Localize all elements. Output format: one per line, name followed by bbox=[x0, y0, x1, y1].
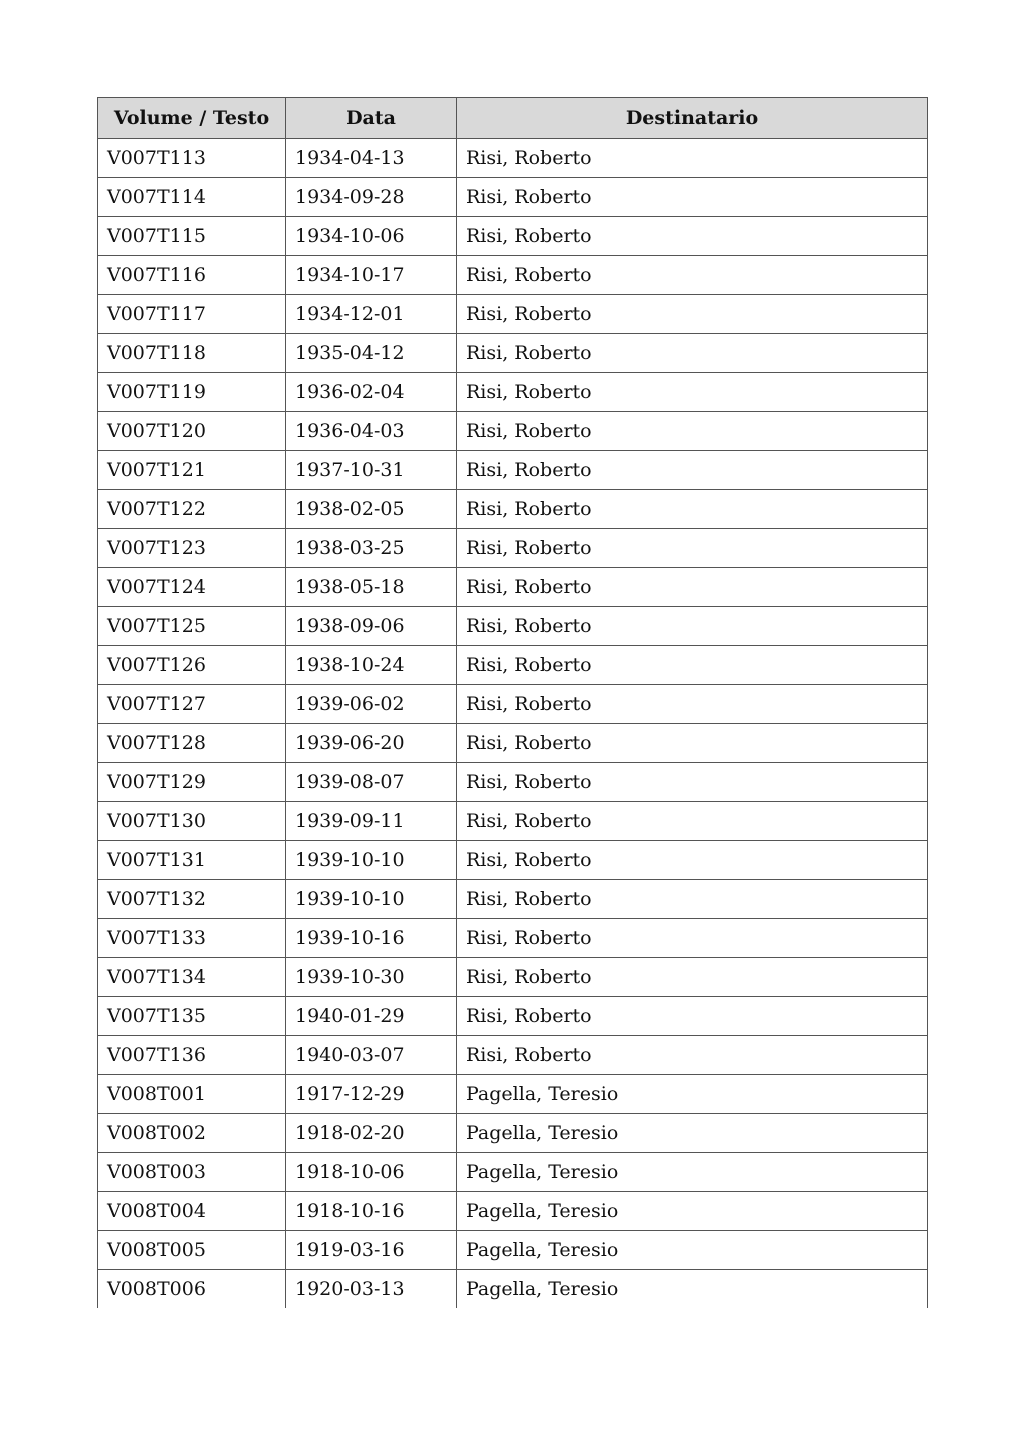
column-header-data: Data bbox=[286, 98, 457, 139]
cell-volume-testo: V007T119 bbox=[98, 373, 286, 412]
cell-volume-testo: V007T125 bbox=[98, 607, 286, 646]
cell-data: 1934-10-17 bbox=[286, 256, 457, 295]
cell-data: 1939-06-20 bbox=[286, 724, 457, 763]
cell-volume-testo: V007T126 bbox=[98, 646, 286, 685]
cell-data: 1939-09-11 bbox=[286, 802, 457, 841]
cell-volume-testo: V007T130 bbox=[98, 802, 286, 841]
cell-destinatario: Pagella, Teresio bbox=[457, 1153, 928, 1192]
cell-data: 1935-04-12 bbox=[286, 334, 457, 373]
table-row bbox=[98, 763, 928, 802]
cell-data: 1939-10-10 bbox=[286, 880, 457, 919]
cell-destinatario: Risi, Roberto bbox=[457, 646, 928, 685]
cell-volume-testo: V007T136 bbox=[98, 1036, 286, 1075]
cell-destinatario: Risi, Roberto bbox=[457, 919, 928, 958]
table-body bbox=[98, 139, 928, 1309]
cell-data: 1938-05-18 bbox=[286, 568, 457, 607]
cell-destinatario: Risi, Roberto bbox=[457, 529, 928, 568]
cell-volume-testo: V007T117 bbox=[98, 295, 286, 334]
table-row bbox=[98, 451, 928, 490]
cell-volume-testo: V007T123 bbox=[98, 529, 286, 568]
cell-destinatario: Risi, Roberto bbox=[457, 802, 928, 841]
cell-data: 1939-10-30 bbox=[286, 958, 457, 997]
cell-data: 1939-06-02 bbox=[286, 685, 457, 724]
table-row bbox=[98, 841, 928, 880]
cell-volume-testo: V008T006 bbox=[98, 1270, 286, 1309]
cell-destinatario: Pagella, Teresio bbox=[457, 1075, 928, 1114]
cell-data: 1938-03-25 bbox=[286, 529, 457, 568]
cell-data: 1934-04-13 bbox=[286, 139, 457, 178]
header-row bbox=[98, 98, 928, 139]
cell-destinatario: Risi, Roberto bbox=[457, 451, 928, 490]
table-row bbox=[98, 1114, 928, 1153]
cell-data: 1920-03-13 bbox=[286, 1270, 457, 1309]
cell-volume-testo: V007T114 bbox=[98, 178, 286, 217]
column-header-volume-testo: Volume / Testo bbox=[98, 98, 286, 139]
cell-data: 1918-10-16 bbox=[286, 1192, 457, 1231]
cell-destinatario: Risi, Roberto bbox=[457, 607, 928, 646]
table-row bbox=[98, 256, 928, 295]
table-row bbox=[98, 1192, 928, 1231]
cell-volume-testo: V008T002 bbox=[98, 1114, 286, 1153]
cell-volume-testo: V008T003 bbox=[98, 1153, 286, 1192]
cell-volume-testo: V007T122 bbox=[98, 490, 286, 529]
cell-data: 1938-09-06 bbox=[286, 607, 457, 646]
cell-volume-testo: V007T121 bbox=[98, 451, 286, 490]
cell-volume-testo: V007T128 bbox=[98, 724, 286, 763]
table-row bbox=[98, 802, 928, 841]
cell-volume-testo: V007T116 bbox=[98, 256, 286, 295]
cell-destinatario: Risi, Roberto bbox=[457, 763, 928, 802]
cell-volume-testo: V007T134 bbox=[98, 958, 286, 997]
cell-volume-testo: V007T135 bbox=[98, 997, 286, 1036]
table-row bbox=[98, 334, 928, 373]
cell-destinatario: Risi, Roberto bbox=[457, 880, 928, 919]
table-row bbox=[98, 1153, 928, 1192]
cell-volume-testo: V007T113 bbox=[98, 139, 286, 178]
cell-data: 1934-10-06 bbox=[286, 217, 457, 256]
table-row bbox=[98, 373, 928, 412]
table-row bbox=[98, 1231, 928, 1270]
cell-data: 1936-02-04 bbox=[286, 373, 457, 412]
cell-volume-testo: V007T133 bbox=[98, 919, 286, 958]
table-row bbox=[98, 568, 928, 607]
cell-destinatario: Risi, Roberto bbox=[457, 256, 928, 295]
cell-volume-testo: V007T120 bbox=[98, 412, 286, 451]
table-row bbox=[98, 178, 928, 217]
cell-volume-testo: V007T124 bbox=[98, 568, 286, 607]
cell-data: 1917-12-29 bbox=[286, 1075, 457, 1114]
cell-destinatario: Risi, Roberto bbox=[457, 490, 928, 529]
cell-destinatario: Risi, Roberto bbox=[457, 958, 928, 997]
cell-volume-testo: V008T001 bbox=[98, 1075, 286, 1114]
cell-destinatario: Pagella, Teresio bbox=[457, 1192, 928, 1231]
table-row bbox=[98, 1270, 928, 1309]
cell-volume-testo: V008T005 bbox=[98, 1231, 286, 1270]
cell-data: 1919-03-16 bbox=[286, 1231, 457, 1270]
cell-destinatario: Risi, Roberto bbox=[457, 724, 928, 763]
table-row bbox=[98, 958, 928, 997]
cell-destinatario: Risi, Roberto bbox=[457, 334, 928, 373]
cell-volume-testo: V007T118 bbox=[98, 334, 286, 373]
table-row bbox=[98, 217, 928, 256]
table-row bbox=[98, 139, 928, 178]
cell-destinatario: Risi, Roberto bbox=[457, 685, 928, 724]
table-row bbox=[98, 997, 928, 1036]
cell-data: 1937-10-31 bbox=[286, 451, 457, 490]
cell-volume-testo: V007T129 bbox=[98, 763, 286, 802]
cell-destinatario: Risi, Roberto bbox=[457, 217, 928, 256]
cell-data: 1939-10-16 bbox=[286, 919, 457, 958]
cell-data: 1938-10-24 bbox=[286, 646, 457, 685]
cell-volume-testo: V007T131 bbox=[98, 841, 286, 880]
cell-destinatario: Risi, Roberto bbox=[457, 178, 928, 217]
table-row bbox=[98, 1075, 928, 1114]
cell-destinatario: Pagella, Teresio bbox=[457, 1270, 928, 1309]
cell-data: 1940-01-29 bbox=[286, 997, 457, 1036]
table-row bbox=[98, 295, 928, 334]
cell-destinatario: Risi, Roberto bbox=[457, 841, 928, 880]
table-row bbox=[98, 880, 928, 919]
letters-table bbox=[97, 97, 928, 1308]
table-row bbox=[98, 1036, 928, 1075]
table-header bbox=[98, 98, 928, 139]
cell-destinatario: Risi, Roberto bbox=[457, 139, 928, 178]
cell-volume-testo: V007T127 bbox=[98, 685, 286, 724]
table-row bbox=[98, 490, 928, 529]
table-row bbox=[98, 919, 928, 958]
cell-volume-testo: V008T004 bbox=[98, 1192, 286, 1231]
document-page bbox=[97, 97, 927, 1308]
table-row bbox=[98, 529, 928, 568]
cell-volume-testo: V007T115 bbox=[98, 217, 286, 256]
cell-destinatario: Risi, Roberto bbox=[457, 412, 928, 451]
cell-destinatario: Risi, Roberto bbox=[457, 1036, 928, 1075]
cell-destinatario: Risi, Roberto bbox=[457, 295, 928, 334]
cell-destinatario: Pagella, Teresio bbox=[457, 1114, 928, 1153]
cell-destinatario: Risi, Roberto bbox=[457, 373, 928, 412]
cell-data: 1939-10-10 bbox=[286, 841, 457, 880]
cell-data: 1936-04-03 bbox=[286, 412, 457, 451]
cell-data: 1918-02-20 bbox=[286, 1114, 457, 1153]
cell-data: 1934-09-28 bbox=[286, 178, 457, 217]
cell-data: 1934-12-01 bbox=[286, 295, 457, 334]
column-header-destinatario: Destinatario bbox=[457, 98, 928, 139]
cell-data: 1938-02-05 bbox=[286, 490, 457, 529]
cell-destinatario: Risi, Roberto bbox=[457, 997, 928, 1036]
cell-volume-testo: V007T132 bbox=[98, 880, 286, 919]
cell-data: 1940-03-07 bbox=[286, 1036, 457, 1075]
table-row bbox=[98, 412, 928, 451]
cell-data: 1918-10-06 bbox=[286, 1153, 457, 1192]
table-row bbox=[98, 646, 928, 685]
cell-data: 1939-08-07 bbox=[286, 763, 457, 802]
table-row bbox=[98, 685, 928, 724]
cell-destinatario: Risi, Roberto bbox=[457, 568, 928, 607]
table-row bbox=[98, 724, 928, 763]
table-row bbox=[98, 607, 928, 646]
cell-destinatario: Pagella, Teresio bbox=[457, 1231, 928, 1270]
